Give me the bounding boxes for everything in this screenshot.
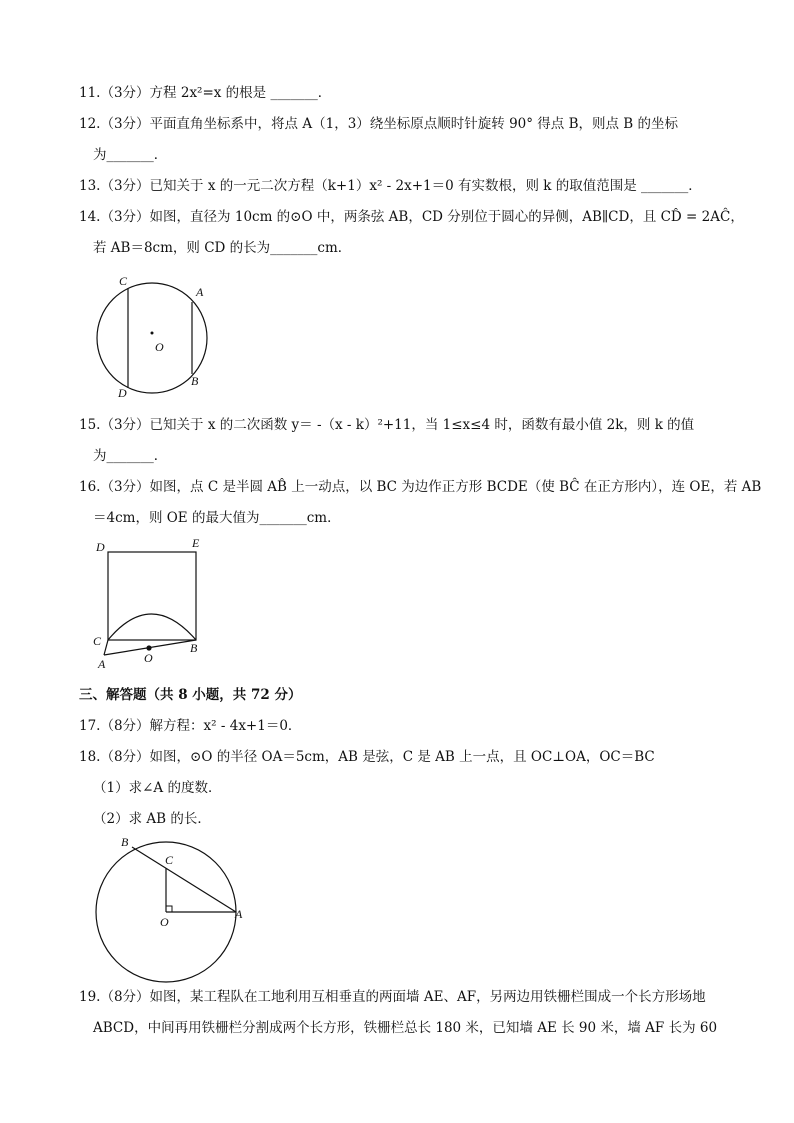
- fig14-label-a: A: [196, 285, 204, 299]
- question-14-line1: 14.（3分）如图，直径为 10cm 的⊙O 中，两条弦 AB，CD 分别位于圆心的异侧，AB∥CD，且 CD̂ = 2AĈ，: [79, 209, 744, 225]
- question-16-line1: 16.（3分）如图，点 C 是半圆 AB̂ 上一动点，以 BC 为边作正方形 BCDE（使 BĈ 在正方形内），连 OE，若 AB: [79, 479, 762, 495]
- figure-16-square-semicircle: [88, 533, 218, 668]
- question-18-line1: 18.（8分）如图，⊙O 的半径 OA＝5cm，AB 是弦，C 是 AB 上一点，且 OC⊥OA，OC＝BC: [79, 749, 655, 765]
- question-19-line2: ABCD，中间再用铁栅栏分割成两个长方形，铁栅栏总长 180 米，已知墙 AE 长 90 米，墙 AF 长为 60: [93, 1020, 718, 1036]
- fig18-label-c: C: [165, 853, 174, 867]
- fig16-label-b: B: [190, 641, 198, 655]
- fig16-label-c: C: [93, 634, 102, 648]
- question-18-part1: （1）求∠A 的度数．: [93, 780, 222, 796]
- question-12-line2: 为_______．: [93, 147, 168, 163]
- question-17: 17.（8分）解方程：x² - 4x+1＝0．: [79, 718, 302, 734]
- question-11: 11.（3分）方程 2x²=x 的根是 _______．: [79, 85, 332, 101]
- fig14-label-o: O: [155, 340, 164, 354]
- fig14-label-b: B: [191, 374, 199, 388]
- question-16-line2: ＝4cm，则 OE 的最大值为_______cm．: [93, 510, 341, 526]
- fig14-label-d: D: [118, 386, 127, 400]
- question-15-line2: 为_______．: [93, 448, 168, 464]
- section-3-heading: 三、解答题（共 8 小题，共 72 分）: [79, 687, 302, 703]
- question-18-part2: （2）求 AB 的长．: [93, 811, 211, 827]
- question-19-line1: 19.（8分）如图，某工程队在工地利用互相垂直的两面墙 AE、AF，另两边用铁栅栏围成一个长方形场地: [79, 989, 706, 1005]
- fig18-label-b: B: [121, 835, 129, 849]
- question-12-line1: 12.（3分）平面直角坐标系中，将点 A（1，3）绕坐标原点顺时针旋转 90° 得点 B，则点 B 的坐标: [79, 116, 679, 132]
- fig16-label-e: E: [192, 536, 200, 550]
- fig18-label-a: A: [235, 907, 243, 921]
- question-15-line1: 15.（3分）已知关于 x 的二次函数 y＝ -（x - k）²+11，当 1≤x≤4 时，函数有最小值 2k，则 k 的值: [79, 417, 695, 433]
- fig16-label-d: D: [96, 540, 105, 554]
- fig16-label-o: O: [144, 651, 153, 665]
- fig14-label-c: C: [119, 275, 128, 288]
- figure-14-circle-chords: [88, 275, 218, 401]
- figure-18-circle-right-triangle: [88, 832, 253, 984]
- question-14-line2: 若 AB＝8cm，则 CD 的长为_______cm．: [93, 240, 352, 256]
- question-13: 13.（3分）已知关于 x 的一元二次方程（k+1）x² - 2x+1＝0 有实数根，则 k 的取值范围是 _______．: [79, 178, 702, 194]
- fig18-label-o: O: [160, 915, 169, 929]
- fig16-label-a: A: [98, 657, 106, 668]
